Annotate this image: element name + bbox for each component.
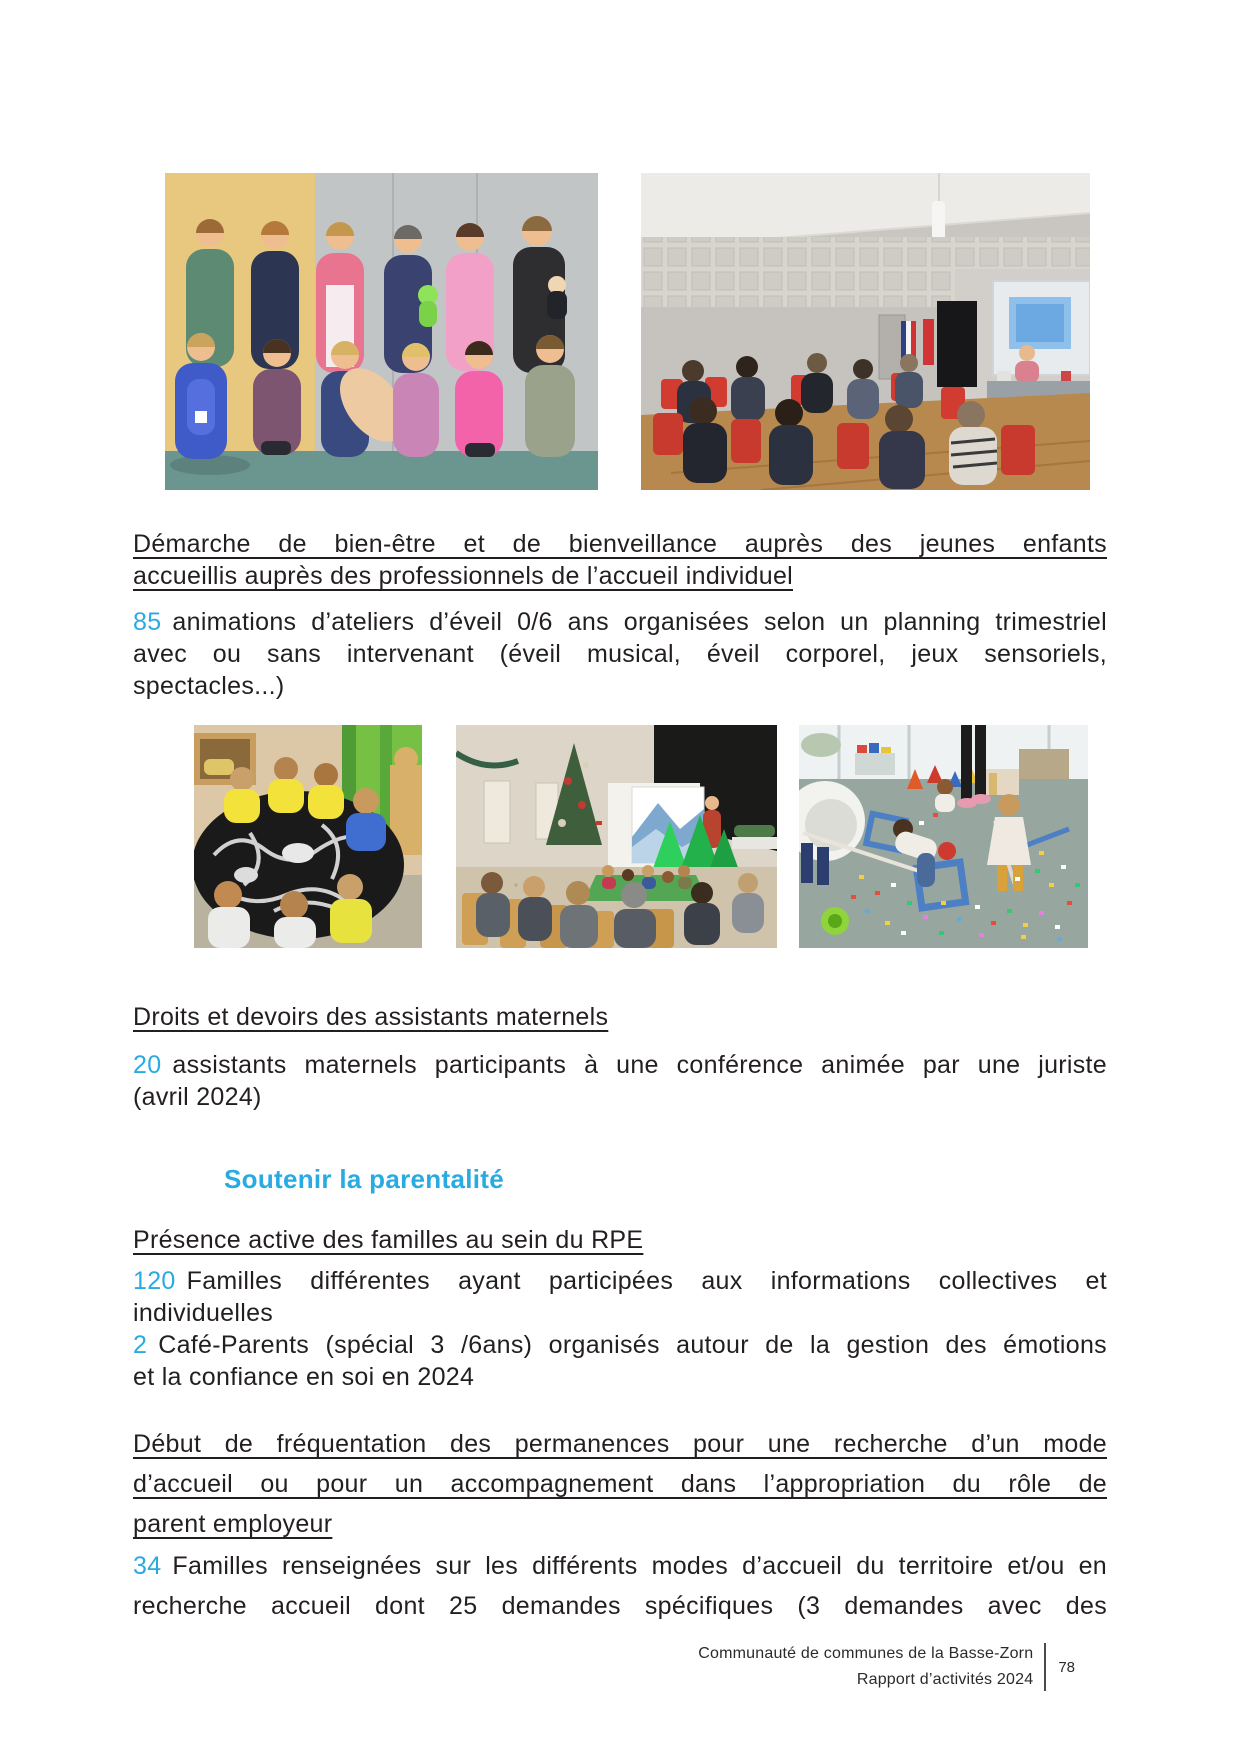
page-number: 78 bbox=[1058, 1658, 1075, 1676]
paragraph-line: individuelles bbox=[133, 1299, 274, 1327]
footer-text bbox=[698, 1641, 1033, 1693]
heading-line: Droits et devoirs des assistants maternels bbox=[133, 1003, 609, 1031]
heading-line: Démarche de bien-être et de bienveillance auprès des jeunes enfants bbox=[133, 530, 1107, 558]
paragraph-familles-rpe bbox=[133, 1265, 1107, 1393]
heading-line: Présence active des familles au sein du RPE bbox=[133, 1226, 644, 1254]
paragraph-line: et la confiance en soi en 2024 bbox=[133, 1363, 475, 1391]
paragraph-line: spectacles...) bbox=[133, 672, 285, 700]
paragraph-text: Café-Parents (spécial 3 /6ans) organisés autour de la gestion des émotions bbox=[158, 1331, 1107, 1359]
heading-line: parent employeur bbox=[133, 1510, 333, 1538]
stat-number: 2 bbox=[133, 1331, 148, 1359]
paragraph-line: (avril 2024) bbox=[133, 1083, 262, 1111]
paragraph-line bbox=[133, 1049, 1107, 1081]
heading-line: Début de fréquentation des permanences pour une recherche d’un mode bbox=[133, 1430, 1107, 1458]
stat-number: 34 bbox=[133, 1552, 162, 1580]
subtitle-soutenir-parentalite: Soutenir la parentalité bbox=[224, 1164, 504, 1194]
page-footer bbox=[600, 1641, 1075, 1693]
paragraph-familles-renseignees bbox=[133, 1546, 1107, 1626]
heading-line: d’accueil ou pour un accompagnement dans l’appropriation du rôle de bbox=[133, 1470, 1107, 1498]
paragraph-line: avec ou sans intervenant (éveil musical, éveil corporel, jeux sensoriels, bbox=[133, 640, 1107, 668]
section-heading-permanences bbox=[133, 1424, 1107, 1544]
footer-organization: Communauté de communes de la Basse-Zorn bbox=[698, 1645, 1034, 1662]
paragraph-conference-juriste bbox=[133, 1049, 1107, 1113]
section-heading-bien-etre bbox=[133, 528, 1107, 592]
first-aid-training-group-photo bbox=[165, 173, 598, 490]
paragraph-line bbox=[133, 1329, 1107, 1361]
children-christmas-show-photo bbox=[456, 725, 777, 948]
paragraph-text: animations d’ateliers d’éveil 0/6 ans organisées selon un planning trimestriel bbox=[172, 608, 1107, 636]
paragraph-text: assistants maternels participants à une conférence animée par une juriste bbox=[172, 1051, 1107, 1079]
paragraph-line bbox=[133, 1546, 1107, 1586]
paragraph-line: recherche accueil dont 25 demandes spécifiques (3 demandes avec des bbox=[133, 1592, 1107, 1620]
children-foil-painting-table-photo bbox=[194, 725, 422, 948]
paragraph-text: Familles différentes ayant participées aux informations collectives et bbox=[186, 1267, 1107, 1295]
conference-room-red-chairs-photo bbox=[641, 173, 1090, 490]
section-heading-presence-familles bbox=[133, 1224, 1107, 1256]
stat-number: 120 bbox=[133, 1267, 176, 1295]
paragraph-text: Familles renseignées sur les différents modes d’accueil du territoire et/ou en bbox=[172, 1552, 1107, 1580]
stat-number: 85 bbox=[133, 608, 162, 636]
paragraph-line bbox=[133, 1265, 1107, 1297]
footer-divider bbox=[1044, 1643, 1046, 1691]
footer-document-title: Rapport d’activités 2024 bbox=[856, 1671, 1034, 1688]
children-confetti-playroom-photo bbox=[799, 725, 1088, 948]
paragraph-ateliers-eveil bbox=[133, 606, 1107, 702]
heading-line: accueillis auprès des professionnels de l’accueil individuel bbox=[133, 562, 794, 590]
stat-number: 20 bbox=[133, 1051, 162, 1079]
section-heading-droits-devoirs bbox=[133, 1001, 1107, 1033]
paragraph-line bbox=[133, 606, 1107, 638]
